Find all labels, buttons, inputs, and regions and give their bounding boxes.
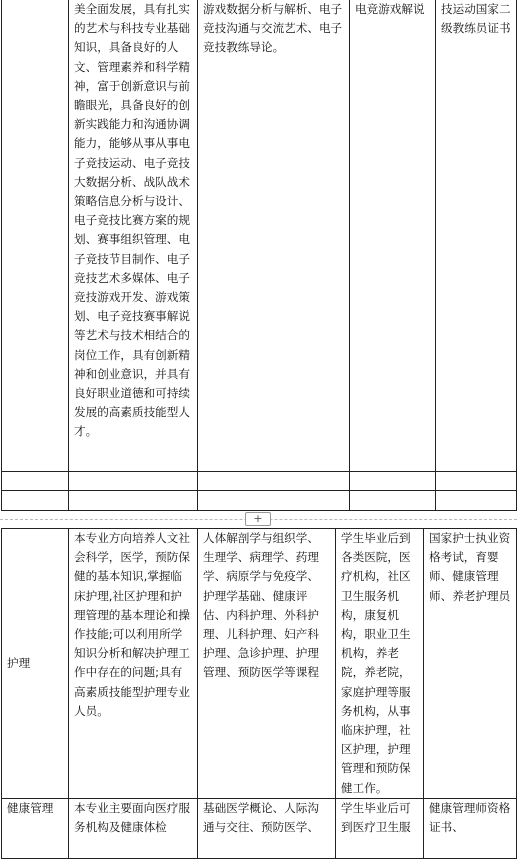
certificate-cell: 国家护士执业资格考试，育婴师、健康管理师、养老护理员	[424, 529, 517, 799]
empty-cell	[350, 491, 436, 511]
core-courses-cell: 游戏数据分析与解析、电子竞技沟通与交流艺术、电子竞技教练导论。	[198, 0, 350, 472]
empty-cell	[350, 472, 436, 491]
career-direction-cell: 学生毕业后可到医疗卫生服	[336, 798, 424, 858]
add-row-icon[interactable]: +	[245, 512, 271, 526]
empty-cell	[436, 491, 517, 511]
empty-cell	[69, 491, 198, 511]
empty-cell	[198, 472, 350, 491]
major-name-cell: 健康管理	[2, 798, 69, 858]
training-goal-cell: 本专业主要面向医疗服务机构及健康体检	[69, 798, 198, 858]
table-split-gap	[0, 510, 517, 528]
empty-cell	[69, 472, 198, 491]
table-cell	[2, 0, 69, 472]
empty-cell	[2, 491, 69, 511]
major-name-cell: 护理	[2, 529, 69, 799]
core-courses-cell: 基础医学概论、人际沟通与交往、预防医学、	[198, 798, 336, 858]
empty-cell	[2, 472, 69, 491]
core-courses-cell: 人体解剖学与组织学、生理学、病理学、药理学、病原学与免疫学、护理学基础、健康评估、内科护理、外科护理、儿科护理、妇产科护理、急诊护理、护理管理、预防医学等课程	[198, 529, 336, 799]
empty-cell	[436, 472, 517, 491]
certificate-cell: 健康管理师资格证书、	[424, 798, 517, 858]
training-goal-cell: 本专业方向培养人文社会科学，医学，预防保健的基本知识,掌握临床护理,社区护理和护理管理的基本理论和操作技能;可以利用所学知识分析和解决护理工作中存在的问题;具有高素质技能型护理专业人员。	[69, 529, 198, 799]
training-goal-cell: 美全面发展，具有扎实的艺术与科技专业基础知识，具备良好的人文、管理素养和科学精神，富于创新意识与前瞻眼光，具备良好的创新实践能力和沟通协调能力，能够从事从事电子竞技运动、电子竞技大数据分析、战队战术策略信息分析与设计、电子竞技比赛方案的规划、赛事组织管理、电子竞技节目制作、电子竞技艺术多媒体、电子竞技游戏开发、游戏策划、电子竞技赛事解说等艺术与技术相结合的岗位工作，具有创新精神和创业意识，并具有良好职业道德和可持续发展的高素质技能型人才。	[69, 0, 198, 472]
empty-cell	[198, 491, 350, 511]
program-table-top	[1, 0, 517, 511]
certificate-cell: 技运动国家二级教练员证书	[436, 0, 517, 472]
career-direction-cell: 电竞游戏解说	[350, 0, 436, 472]
career-direction-cell: 学生毕业后到各类医院，医疗机构，社区卫生服务机构，康复机构，职业卫生机构，养老院，养老院，家庭护理等服务机构，从事临床护理，社区护理，护理管理和预防保健工作。	[336, 529, 424, 799]
program-table-bottom	[1, 528, 517, 859]
